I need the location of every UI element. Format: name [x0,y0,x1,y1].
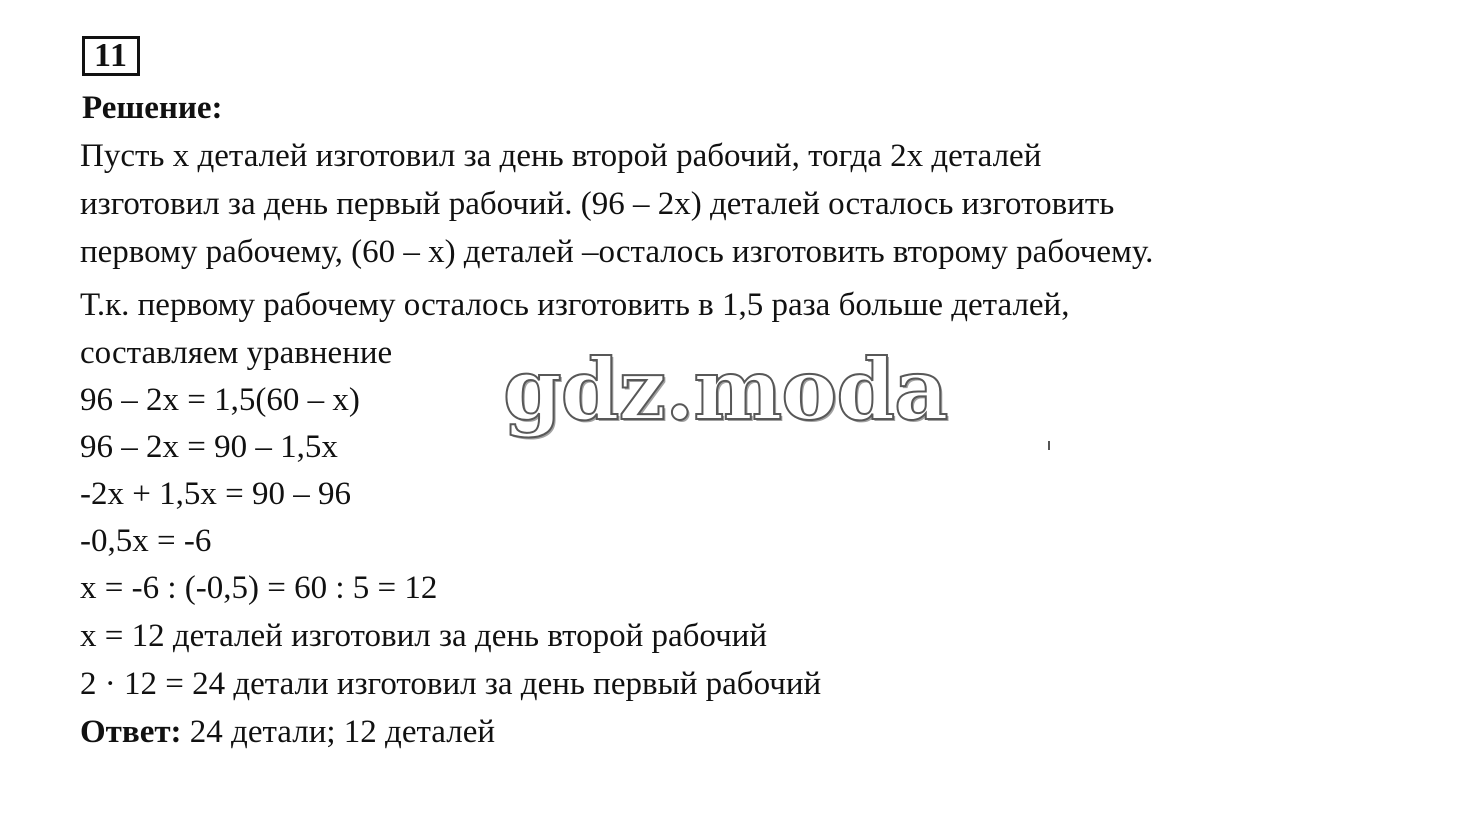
stray-mark [1048,441,1050,450]
watermark-logo: gdz.moda [503,340,948,439]
solution-line-3: первому рабочему, (60 – х) деталей –осталось изготовить второму рабочему. [80,234,1154,270]
result-line-2: 2 · 12 = 24 детали изготовил за день первый рабочий [80,666,822,702]
equation-line-3: -2х + 1,5х = 90 – 96 [80,476,351,512]
answer-line [80,710,495,754]
result-line-1: х = 12 деталей изготовил за день второй рабочий [80,618,767,654]
solution-line-4: Т.к. первому рабочему осталось изготовить в 1,5 раза больше деталей, [80,287,1070,323]
solution-heading: Решение: [82,90,223,126]
equation-line-4: -0,5х = -6 [80,523,212,559]
answer-label: Ответ: [80,714,182,750]
task-number-box [82,36,140,76]
equation-line-1: 96 – 2х = 1,5(60 – х) [80,382,360,418]
solution-line-5: составляем уравнение [80,335,393,371]
equation-line-5: х = -6 : (-0,5) = 60 : 5 = 12 [80,570,438,606]
answer-text: 24 детали; 12 деталей [181,714,496,750]
solution-line-1: Пусть х деталей изготовил за день второй рабочий, тогда 2х деталей [80,138,1042,174]
equation-line-2: 96 – 2х = 90 – 1,5х [80,429,338,465]
solution-line-2: изготовил за день первый рабочий. (96 – 2х) деталей осталось изготовить [80,186,1115,222]
task-number: 11 [93,37,129,74]
